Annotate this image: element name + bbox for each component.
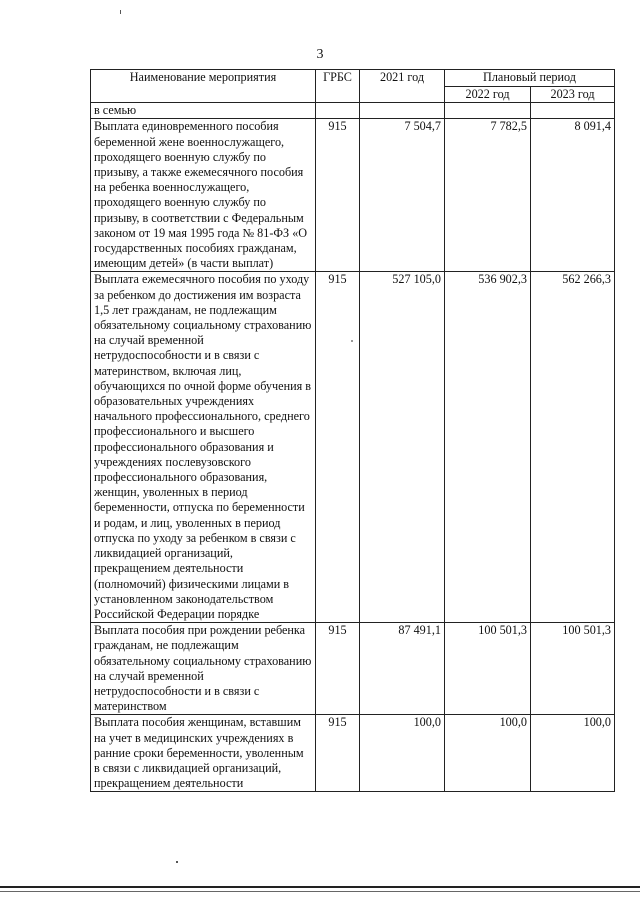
scan-speck <box>351 340 353 342</box>
row-2022: 100,0 <box>445 715 531 792</box>
table-row <box>91 103 615 119</box>
row-2021 <box>360 103 445 119</box>
row-grbs: 915 <box>316 715 360 792</box>
table-row <box>91 715 615 792</box>
table-row <box>91 119 615 272</box>
row-name: Выплата ежемесячного пособия по уходу за ребенком до достижения им возраста 1,5 лет гражданам, не подлежащим обязательному социальному страхованию на случай временной нетрудоспособности и в связи с материнством, включая лиц, обучающихся по очной форме обучения в образовательных учреждениях начального профессионального, среднего профессионального и высшего профессионального образования и учреждениях послевузовского профессионального образования, женщин, уволенных в период беременности, отпуска по беременности и родам, и лиц, уволенных в период отпуска по уходу за ребенком в связи с ликвидацией организаций, прекращением деятельности (полномочий) физическими лицами в установленном законодательством Российской Федерации порядке <box>91 272 316 623</box>
row-name: Выплата пособия женщинам, вставшим на учет в медицинских учреждениях в ранние сроки беременности, уволенным в связи с ликвидацией организаций, прекращением деятельности <box>91 715 316 792</box>
row-name: Выплата единовременного пособия беременной жене военнослужащего, проходящего военную службу по призыву, а также ежемесячного пособия на ребенка военнослужащего, проходящего военную службу по призыву, в соответствии с Федеральным законом от 19 мая 1995 года № 81-ФЗ «О государственных пособиях гражданам, имеющим детей» (в части выплат) <box>91 119 316 272</box>
row-2021: 527 105,0 <box>360 272 445 623</box>
table-row <box>91 272 615 623</box>
row-2023: 562 266,3 <box>531 272 615 623</box>
row-2023: 8 091,4 <box>531 119 615 272</box>
row-2021: 87 491,1 <box>360 623 445 715</box>
row-grbs: 915 <box>316 119 360 272</box>
scan-speck <box>176 861 178 863</box>
row-2021: 100,0 <box>360 715 445 792</box>
scan-speck <box>120 10 121 14</box>
header-year-2021: 2021 год <box>360 70 445 103</box>
row-grbs: 915 <box>316 272 360 623</box>
scan-bottom-border <box>0 886 640 888</box>
row-grbs: 915 <box>316 623 360 715</box>
row-2023: 100,0 <box>531 715 615 792</box>
row-name: в семью <box>91 103 316 119</box>
page-number: 3 <box>316 47 324 62</box>
row-grbs <box>316 103 360 119</box>
header-name: Наименование мероприятия <box>91 70 316 103</box>
header-year-2022: 2022 год <box>445 87 531 103</box>
row-2021: 7 504,7 <box>360 119 445 272</box>
header-year-2023: 2023 год <box>531 87 615 103</box>
row-2022: 100 501,3 <box>445 623 531 715</box>
header-planned-period: Плановый период <box>445 70 615 87</box>
row-2023 <box>531 103 615 119</box>
row-name: Выплата пособия при рождении ребенка гражданам, не подлежащим обязательному социальному страхованию на случай временной нетрудоспособности и в связи с материнством <box>91 623 316 715</box>
table-row <box>91 623 615 715</box>
budget-table <box>90 69 615 792</box>
row-2022: 536 902,3 <box>445 272 531 623</box>
row-2023: 100 501,3 <box>531 623 615 715</box>
scan-bottom-border-thin <box>0 891 640 892</box>
row-2022: 7 782,5 <box>445 119 531 272</box>
row-2022 <box>445 103 531 119</box>
header-grbs: ГРБС <box>316 70 360 103</box>
